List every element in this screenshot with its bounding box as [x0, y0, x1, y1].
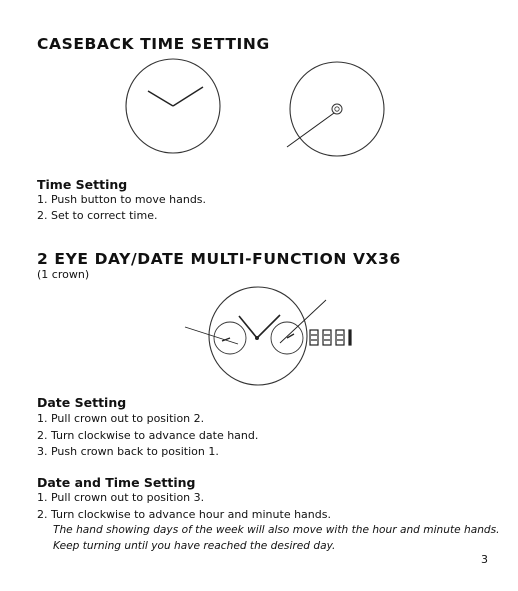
section-title-caseback: CASEBACK TIME SETTING — [37, 35, 270, 53]
crown-note: (1 crown) — [37, 268, 90, 281]
step-datetime-2: 2. Turn clockwise to advance hour and minute hands. — [37, 508, 331, 521]
note-datetime-2: Keep turning until you have reached the desired day. — [53, 540, 336, 552]
subheading-time-setting: Time Setting — [37, 177, 128, 192]
note-datetime-1: The hand showing days of the week will also move with the hour and minute hands. — [53, 524, 500, 536]
section-title-vx36: 2 EYE DAY/DATE MULTI-FUNCTION VX36 — [37, 250, 401, 268]
heading-date-setting: Date Setting — [37, 395, 127, 410]
page-number: 3 — [481, 553, 488, 566]
heading-date-time-setting: Date and Time Setting — [37, 475, 196, 490]
step-date-2: 2. Turn clockwise to advance date hand. — [37, 429, 259, 442]
step-date-3: 3. Push crown back to position 1. — [37, 445, 219, 458]
step-date-1: 1. Pull crown out to position 2. — [37, 412, 205, 425]
step-time-1: 1. Push button to move hands. — [37, 193, 207, 206]
step-datetime-1: 1. Pull crown out to position 3. — [37, 491, 205, 504]
step-time-2: 2. Set to correct time. — [37, 209, 158, 222]
